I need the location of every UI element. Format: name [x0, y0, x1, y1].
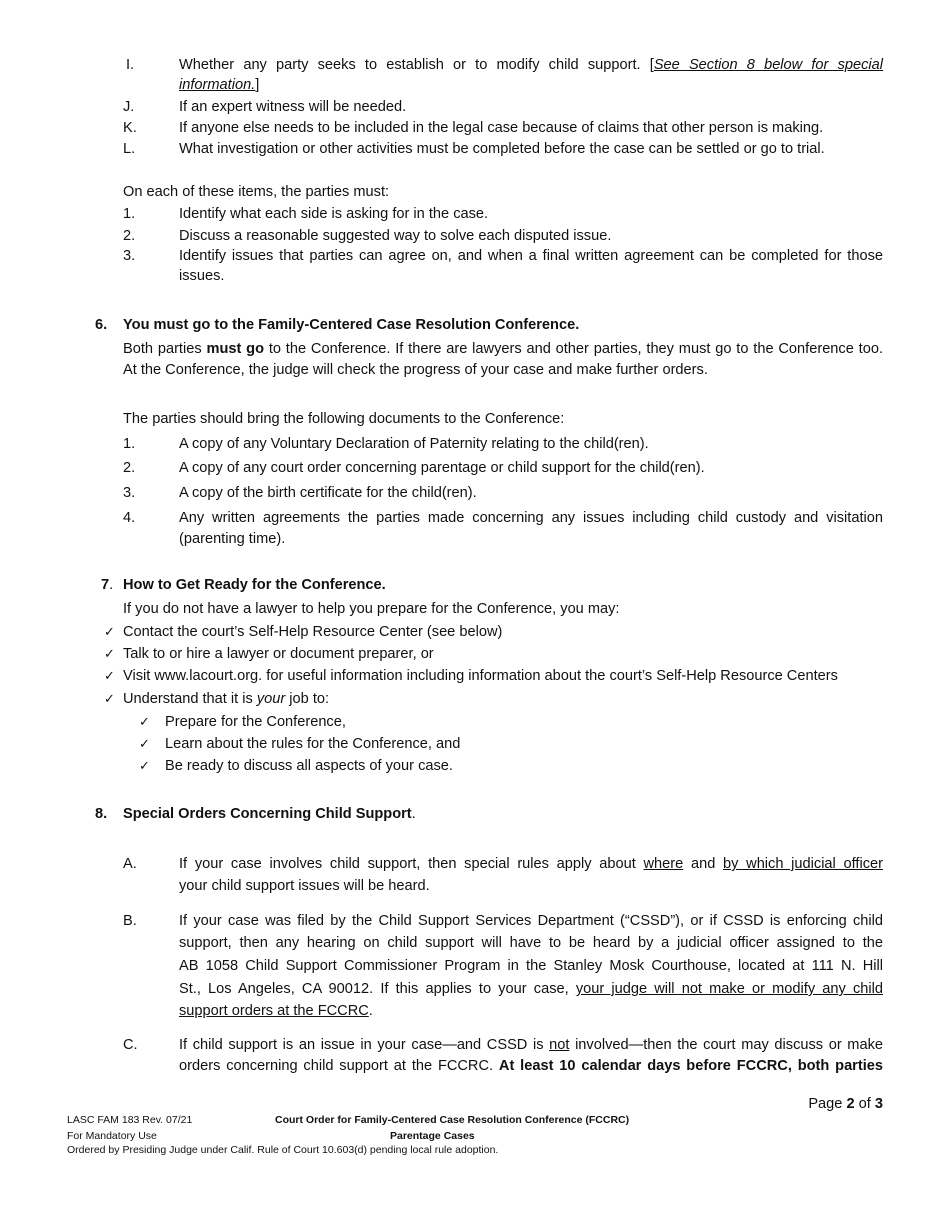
section-8-item-b-line5: support orders at the FCCRC. — [179, 1003, 373, 1019]
check-item-text: Contact the court’s Self-Help Resource Center (see below) — [123, 624, 503, 640]
parties-item-label: 2. — [123, 228, 136, 244]
document-item-text: A copy of the birth certificate for the child(ren). — [179, 485, 477, 501]
parties-must-intro: On each of these items, the parties must: — [123, 184, 390, 200]
parties-item-label: 3. — [123, 248, 136, 264]
checkmark-icon: ✓ — [104, 625, 115, 640]
check-item-text: Visit www.lacourt.org. for useful information including information about the court’s Self-Help Resource Centers — [123, 668, 838, 684]
document-item-text: Any written agreements the parties made concerning any issues including child custody and visitation — [179, 510, 883, 526]
section8-reference: See Section 8 below for special — [653, 57, 884, 73]
mandatory-use-note: For Mandatory Use — [67, 1130, 157, 1142]
ordered-by-note: Ordered by Presiding Judge under Calif. Rule of Court 10.603(d) pending local rule adoption. — [67, 1144, 499, 1156]
section-6-number: 6. — [95, 317, 108, 333]
document-item-label: 4. — [123, 510, 136, 526]
item-label-j: J. — [123, 99, 135, 115]
document-item-text: A copy of any court order concerning parentage or child support for the child(ren). — [179, 460, 705, 476]
section-8-item-a-line1: If your case involves child support, then special rules apply about where and by which judicial officer — [179, 856, 883, 872]
section-8-item-label-a: A. — [123, 856, 137, 872]
section-8-item-c-line1: If child support is an issue in your case—and CSSD is not involved—then the court may discuss or make — [179, 1037, 883, 1053]
check-item-text: Talk to or hire a lawyer or document preparer, or — [123, 646, 434, 662]
document-item-text-cont: (parenting time). — [179, 531, 286, 547]
section-6-paragraph-line1: Both parties must go to the Conference. If there are lawyers and other parties, they must go to the Conference too. — [123, 341, 883, 357]
checkmark-icon: ✓ — [104, 669, 115, 684]
item-k-text: If anyone else needs to be included in the legal case because of claims that other person is making. — [179, 120, 824, 136]
form-id: LASC FAM 183 Rev. 07/21 — [67, 1114, 193, 1126]
document-item-text: A copy of any Voluntary Declaration of Paternity relating to the child(ren). — [179, 436, 649, 452]
parties-item-text: Discuss a reasonable suggested way to solve each disputed issue. — [179, 228, 612, 244]
parties-item-text-cont: issues. — [179, 268, 225, 284]
section-8-item-c-line2: orders concerning child support at the FCCRC. At least 10 calendar days before FCCRC, both parties — [179, 1058, 884, 1074]
form-title: Court Order for Family-Centered Case Resolution Conference (FCCRC) — [275, 1114, 630, 1126]
parties-item-label: 1. — [123, 206, 136, 222]
section-6-paragraph-line2: At the Conference, the judge will check the progress of your case and make further orders. — [123, 362, 708, 378]
section-6-heading: You must go to the Family-Centered Case Resolution Conference. — [123, 317, 580, 333]
item-i-line1: Whether any party seeks to establish or to modify child support. [See Section 8 below for special — [179, 57, 884, 73]
document-item-label: 2. — [123, 460, 136, 476]
document-item-label: 1. — [123, 436, 136, 452]
section-8-heading: Special Orders Concerning Child Support. — [123, 806, 416, 822]
parties-item-text: Identify issues that parties can agree on, and when a final written agreement can be completed for those — [179, 248, 883, 264]
section-7-heading: How to Get Ready for the Conference. — [123, 577, 386, 593]
section-8-item-b-line1: If your case was filed by the Child Support Services Department (“CSSD”), or if CSSD is enforcing child — [179, 913, 883, 929]
item-i-line2: information.] — [179, 77, 260, 93]
check-item-text: Understand that it is your job to: — [123, 691, 330, 707]
documents-intro: The parties should bring the following documents to the Conference: — [123, 411, 565, 427]
item-label-k: K. — [123, 120, 137, 136]
subcheck-item-text: Learn about the rules for the Conference, and — [165, 736, 461, 752]
section-8-item-label-c: C. — [123, 1037, 138, 1053]
section-8-number: 8. — [95, 806, 108, 822]
section-8-item-a-line2: your child support issues will be heard. — [179, 878, 430, 894]
section-8-item-label-b: B. — [123, 913, 137, 929]
checkmark-icon: ✓ — [104, 647, 115, 662]
checkmark-icon: ✓ — [139, 715, 150, 730]
section-8-item-b-line3: AB 1058 Child Support Commissioner Program in the Stanley Mosk Courthouse, located at 111 N. Hill — [179, 958, 883, 974]
parties-item-text: Identify what each side is asking for in the case. — [179, 206, 489, 222]
item-l-text: What investigation or other activities must be completed before the case can be settled or go to trial. — [179, 141, 825, 157]
subcheck-item-text: Prepare for the Conference, — [165, 714, 346, 730]
subcheck-item-text: Be ready to discuss all aspects of your case. — [165, 758, 453, 774]
section-8-item-b-line2: support, then any hearing on child support will have to be heard by a judicial officer assigned to the — [179, 935, 883, 951]
checkmark-icon: ✓ — [104, 692, 115, 707]
item-label-i: I. — [126, 57, 135, 73]
document-item-label: 3. — [123, 485, 136, 501]
section-7-number: 7. — [101, 577, 114, 593]
page-number: Page 2 of 3 — [808, 1096, 883, 1112]
form-subtitle: Parentage Cases — [390, 1130, 475, 1142]
item-label-l: L. — [123, 141, 136, 157]
checkmark-icon: ✓ — [139, 759, 150, 774]
section-7-intro: If you do not have a lawyer to help you prepare for the Conference, you may: — [123, 601, 620, 617]
checkmark-icon: ✓ — [139, 737, 150, 752]
item-j-text: If an expert witness will be needed. — [179, 99, 407, 115]
section-8-item-b-line4: St., Los Angeles, CA 90012. If this applies to your case, your judge will not make or modify any child — [179, 981, 883, 997]
